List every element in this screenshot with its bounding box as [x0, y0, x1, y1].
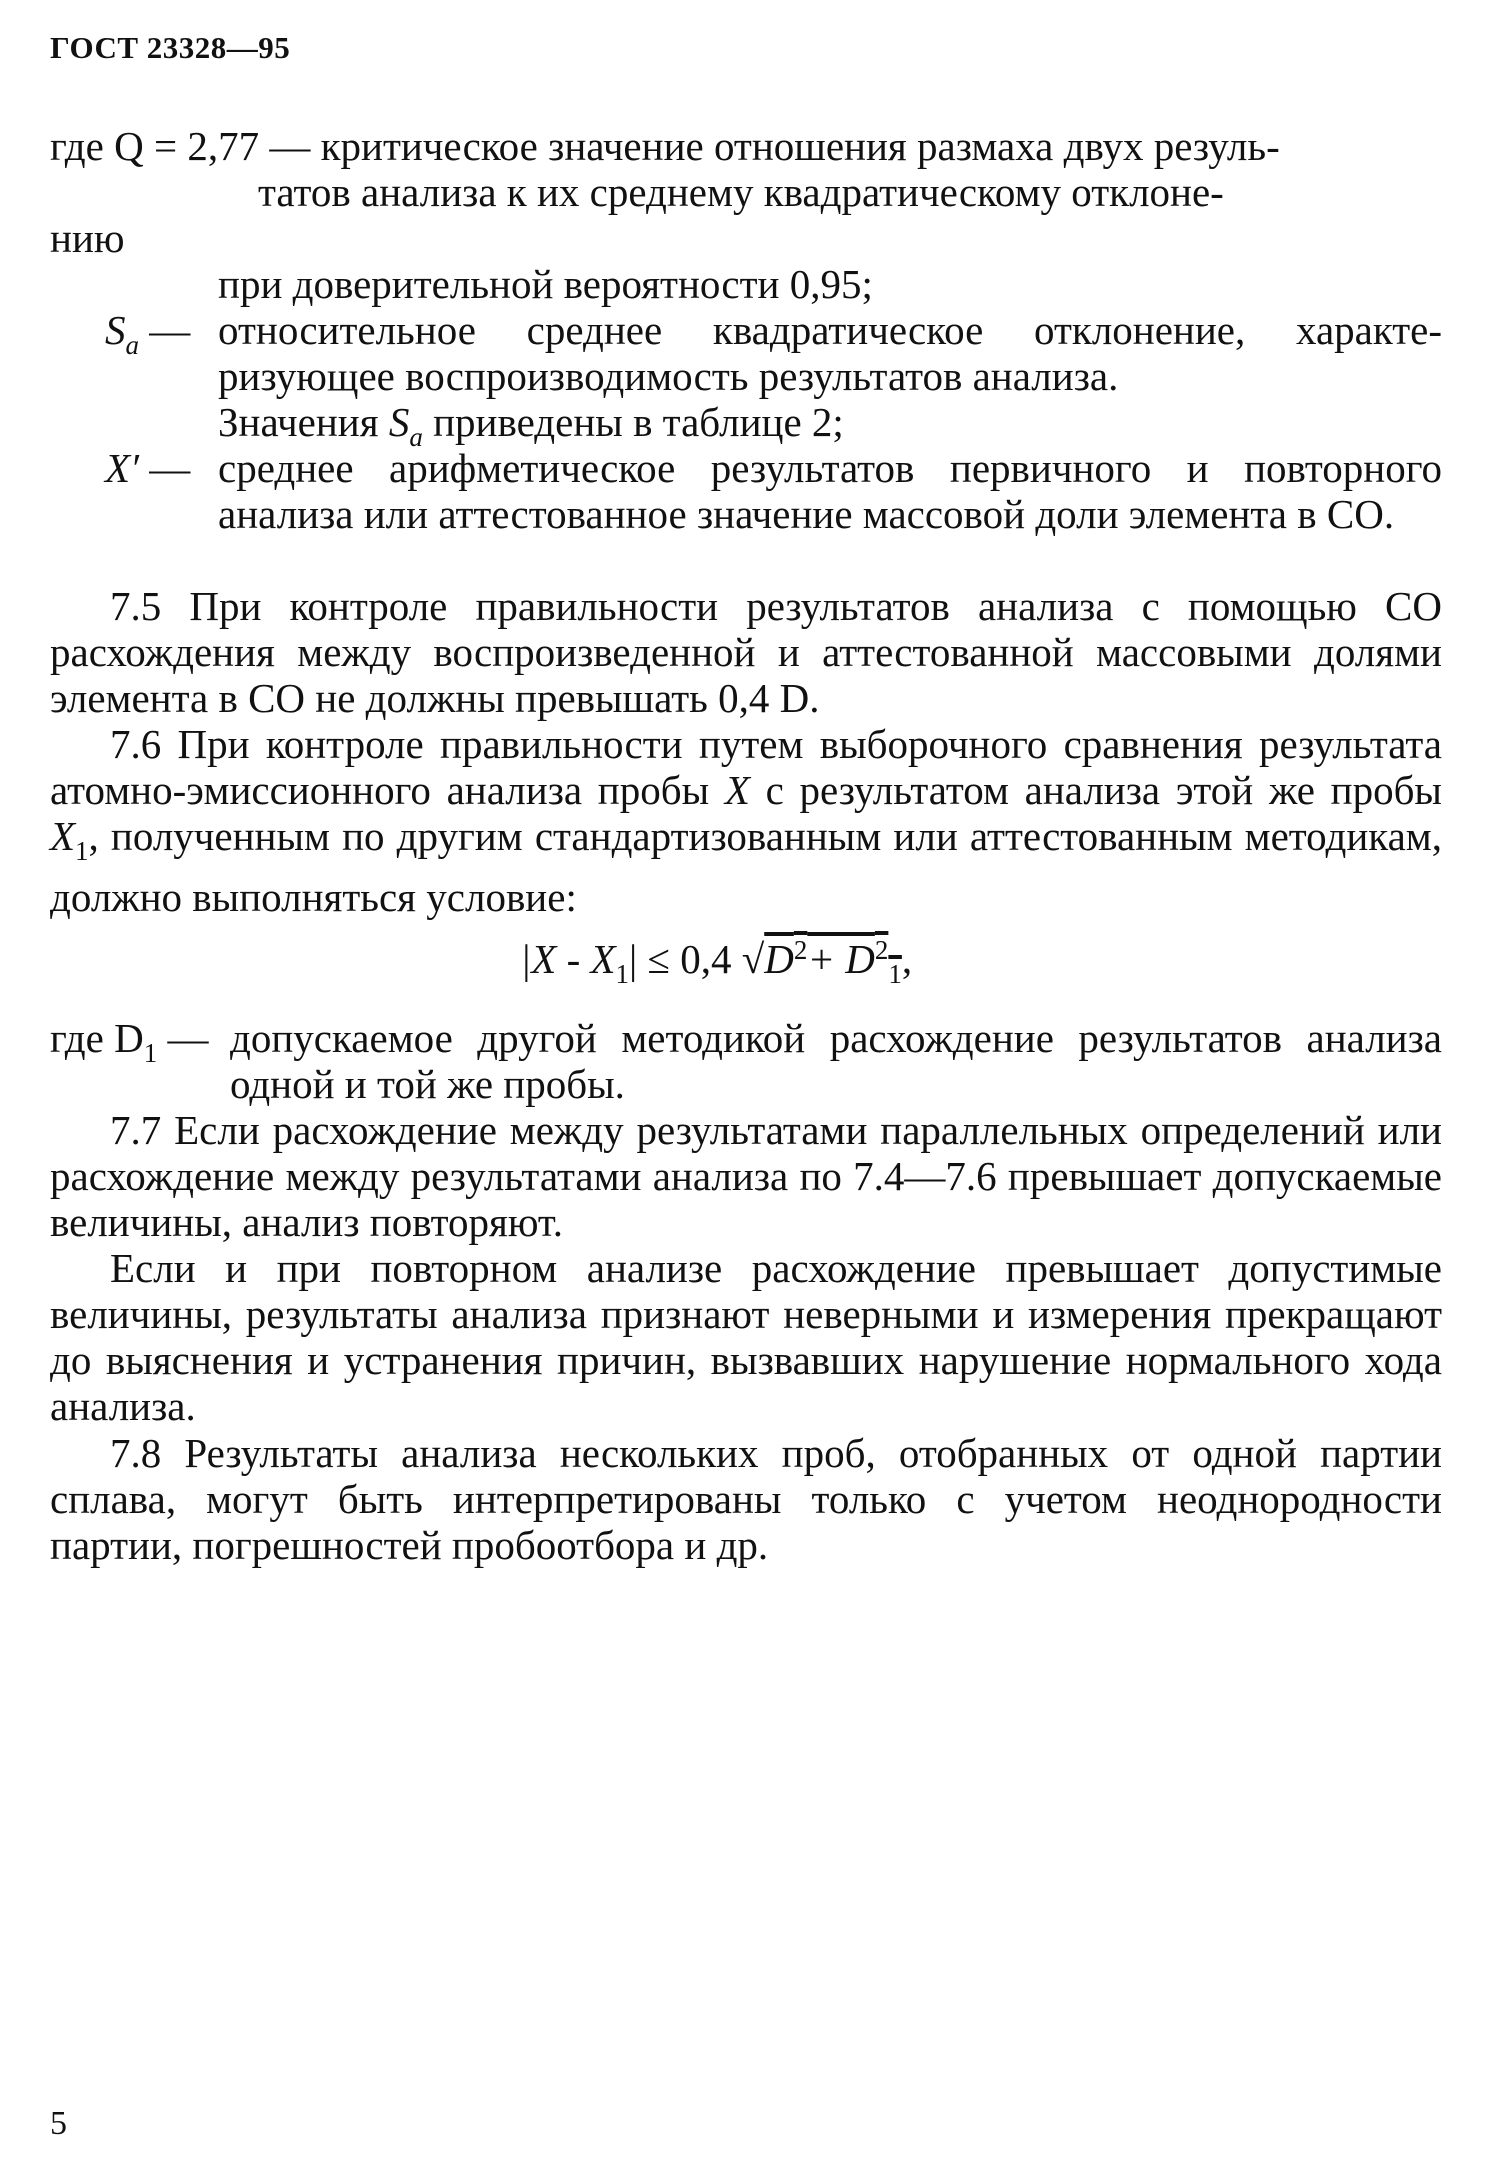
sa-definition-text: относительное среднее квадратическое отклонение, характе-ризующее воспроизводимость результатов анализа.: [218, 307, 1442, 399]
paragraph-7-5: 7.5 При контроле правильности результатов анализа с помощью СО расхождения между воспроизведенной и аттестованной массовыми долями элемента в СО не должны превышать 0,4 D.: [50, 583, 1442, 721]
paragraph-7-7-continued: Если и при повторном анализе расхождение превышает допустимые величины, результаты анализа признают неверными и измерения прекращают до выяснения и устранения причин, вызвавших нарушение нормального хода анализа.: [50, 1245, 1442, 1429]
q-definition-line3: нию: [50, 215, 125, 261]
document-code-header: ГОСТ 23328—95: [50, 30, 291, 65]
q-definition-line2: татов анализа к их среднему квадратическому отклоне-: [258, 169, 1224, 215]
page-number: 5: [50, 2105, 67, 2142]
sa-note: Значения $S_a$ приведены в таблице 2;: [218, 399, 844, 452]
q-definition-line4: при доверительной вероятности 0,95;: [218, 261, 873, 307]
q-definition-text-line1: критическое значение отношения размаха двух резуль-: [320, 123, 1280, 169]
paragraph-7-7: 7.7 Если расхождение между результатами параллельных определений или расхождение между результатами анализа по 7.4—7.6 превышает допускаемые величины, анализ повторяют.: [50, 1107, 1442, 1245]
paragraph-7-6: 7.6 При контроле правильности путем выборочного сравнения результата атомно-эмиссионного анализа пробы X с результатом анализа этой же пробы $X_1$, полученным по другим стандартизованным или аттестованным методикам, должно выполняться условие:: [50, 721, 1442, 920]
q-definition-lead: где Q = 2,77 —: [50, 123, 311, 169]
x-prime-definition-text: среднее арифметическое результатов первичного и повторного анализа или аттестованное значение массовой доли элемента в СО.: [218, 445, 1442, 537]
q-definition-line1: [50, 123, 1280, 169]
d1-definition-text: допускаемое другой методикой расхождение результатов анализа одной и той же пробы.: [230, 1015, 1442, 1107]
paragraph-7-8: 7.8 Результаты анализа нескольких проб, отобранных от одной партии сплава, могут быть интерпретированы только с учетом неоднородности партии, погрешностей пробоотбора и др.: [50, 1430, 1442, 1568]
x-prime-symbol: X′ —: [105, 445, 191, 491]
d1-symbol: где $D_1$ —: [50, 1015, 209, 1068]
condition-formula: $|X - X_1| \le 0,4$ $√D^2+ D^2_1$,: [520, 935, 913, 989]
sa-symbol: $S_a$ —: [105, 307, 191, 360]
